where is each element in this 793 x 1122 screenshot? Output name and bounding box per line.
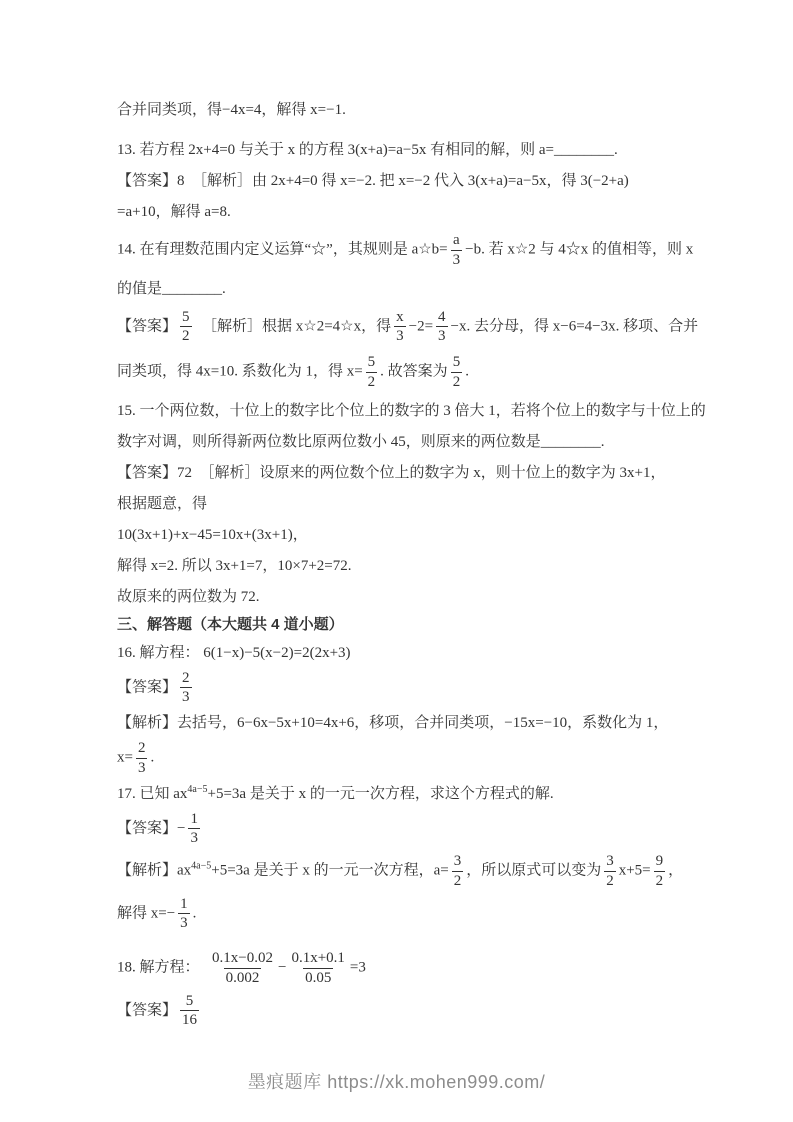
fraction-numerator: 1: [190, 810, 198, 827]
solution-text: +5=3a 是关于 x 的一元一次方程，a=: [211, 862, 449, 879]
solution-text: ，所以原式可以变为: [466, 862, 602, 879]
fraction: [366, 353, 378, 392]
fraction-denominator: 2: [655, 872, 664, 889]
solution-text: 【解析】ax: [117, 862, 192, 879]
solution-text: .: [150, 749, 155, 766]
question-text: +5=3a 是关于 x 的一元一次方程，求这个方程式的解.: [207, 785, 554, 802]
solution-text: −x. 去分母，得 x−6=4−3x. 移项、合并: [450, 318, 699, 335]
fraction-denominator: 3: [438, 328, 446, 345]
answer-label: 【答案】: [117, 318, 178, 335]
q15-solution-line3: 10(3x+1)+x−45=10x+(3x+1)，: [117, 526, 308, 543]
question-text: =3: [349, 959, 366, 976]
fraction-denominator: 2: [606, 872, 614, 889]
fraction-denominator: 3: [396, 328, 404, 345]
q16-answer: [117, 668, 717, 709]
solution-text: ，: [668, 862, 684, 879]
answer-label: 【答案】−: [117, 820, 186, 837]
fraction-denominator: 3: [180, 915, 188, 932]
question-text: −b. 若 x☆2 与 4☆x 的值相等，则 x: [465, 241, 694, 258]
q17-solution-line1: [117, 851, 717, 892]
fraction: [604, 852, 616, 891]
footer: [0, 1068, 793, 1094]
q14-solution-line1: [117, 307, 717, 348]
q15-question-line2: 数字对调，则所得新两位数比原两位数小 45，则原来的两位数是________.: [117, 433, 605, 450]
q13-solution-line2: =a+10，解得 a=8.: [117, 204, 231, 220]
fraction-numerator: 5: [182, 308, 190, 325]
fraction-denominator: 2: [367, 373, 376, 390]
q16-solution-line1: 【解析】去括号，6−6x−5x+10=4x+6，移项，合并同类项，−15x=−10，系数化为 1，: [117, 715, 669, 731]
fraction-denominator: 2: [182, 328, 190, 345]
fraction-numerator: x: [396, 308, 404, 325]
fraction: [289, 949, 346, 988]
fraction-numerator: 5: [367, 354, 376, 370]
fraction: [188, 810, 200, 849]
fraction-numerator: 5: [185, 992, 194, 1009]
fraction: [394, 308, 406, 347]
fraction-numerator: a: [453, 232, 460, 248]
q15-question-line1: 15. 一个两位数，十位上的数字比个位上的数字的 3 倍大 1，若将个位上的数字与十位上的: [117, 402, 706, 419]
fraction: [451, 353, 463, 392]
fraction-numerator: 3: [606, 853, 614, 869]
q14-question-line2: 的值是________.: [117, 280, 226, 297]
worksheet-page: [117, 97, 717, 1036]
fraction: [178, 895, 190, 934]
q15-solution-line2: 根据题意，得: [117, 495, 208, 512]
fraction-denominator: 3: [452, 251, 461, 268]
fraction-denominator: 2: [452, 373, 461, 390]
fraction-denominator: 16: [182, 1012, 198, 1029]
solution-text: .: [465, 363, 469, 380]
q15-solution-line5: 故原来的两位数为 72.: [117, 588, 260, 605]
fraction-numerator: 1: [180, 895, 188, 912]
q15-solution-line1: 【答案】72 ［解析］设原来的两位数个位上的数字为 x，则十位上的数字为 3x+1，: [117, 464, 666, 481]
q18-answer: [117, 991, 717, 1032]
q14-solution-line2: [117, 352, 717, 393]
fraction: [436, 308, 448, 347]
fraction: [180, 669, 192, 708]
q12-solution-tail: 合并同类项，得−4x=4，解得 x=−1.: [117, 102, 346, 118]
fraction: [210, 949, 275, 988]
fraction-denominator: 3: [182, 689, 190, 706]
q17-answer: [117, 809, 717, 850]
q16-question: 16. 解方程： 6(1−x)−5(x−2)=2(2x+3): [117, 644, 351, 661]
q16-solution-line2: [117, 738, 717, 779]
fraction-numerator: 0.1x−0.02: [212, 950, 273, 966]
fraction-numerator: 2: [137, 740, 146, 756]
fraction-numerator: 4: [438, 308, 446, 325]
fraction: [451, 231, 463, 270]
fraction: [180, 992, 199, 1031]
solution-text: 解得 x=−: [117, 905, 176, 922]
fraction-denominator: 2: [453, 872, 462, 889]
solution-text: x=: [117, 749, 133, 766]
minus-sign: −: [277, 959, 287, 976]
fraction-numerator: 9: [655, 853, 664, 869]
solution-text: . 故答案为: [380, 363, 448, 380]
solution-text: 同类项，得 4x=10. 系数化为 1，得 x=: [117, 363, 363, 380]
footer-site-url: 墨痕题库 https://xk.mohen999.com/: [247, 1072, 546, 1092]
fraction-denominator: 3: [137, 759, 146, 776]
q17-question: [117, 781, 717, 807]
fraction: [654, 852, 666, 891]
fraction-denominator: 0.002: [225, 969, 260, 986]
solution-text: x+5=: [618, 862, 651, 879]
fraction-denominator: 3: [190, 830, 198, 847]
fraction-denominator: 0.05: [305, 969, 332, 986]
answer-label: 【答案】: [117, 679, 178, 696]
solution-text: .: [192, 905, 197, 922]
q13-question: 13. 若方程 2x+4=0 与关于 x 的方程 3(x+a)=a−5x 有相同的解，则 a=________.: [117, 142, 618, 158]
q14-question-line1: [117, 230, 717, 271]
solution-text: −2=: [408, 318, 434, 335]
fraction-numerator: 0.1x+0.1: [291, 950, 345, 966]
q18-question: [117, 948, 717, 989]
fraction-numerator: 5: [452, 354, 461, 370]
section3-heading: 三、解答题（本大题共 4 道小题）: [117, 615, 344, 633]
fraction-numerator: 3: [453, 853, 462, 869]
question-text: 17. 已知 ax: [117, 785, 188, 802]
q15-solution-line4: 解得 x=2. 所以 3x+1=7，10×7+2=72.: [117, 557, 352, 574]
q17-solution-line2: [117, 894, 717, 935]
solution-text: ［解析］根据 x☆2=4☆x，得: [194, 318, 392, 335]
fraction: [136, 739, 148, 778]
fraction-numerator: 2: [182, 669, 190, 686]
question-text: 14. 在有理数范围内定义运算“☆”，其规则是 a☆b=: [117, 241, 448, 258]
exponent: 4a−5: [187, 783, 208, 795]
fraction: [180, 308, 192, 347]
fraction: [452, 852, 464, 891]
exponent: 4a−5: [191, 860, 212, 872]
question-text: 18. 解方程：: [117, 959, 200, 976]
q13-solution-line1: 【答案】8 ［解析］由 2x+4=0 得 x=−2. 把 x=−2 代入 3(x+a)=a−5x，得 3(−2+a): [117, 173, 629, 189]
answer-label: 【答案】: [117, 1002, 178, 1019]
